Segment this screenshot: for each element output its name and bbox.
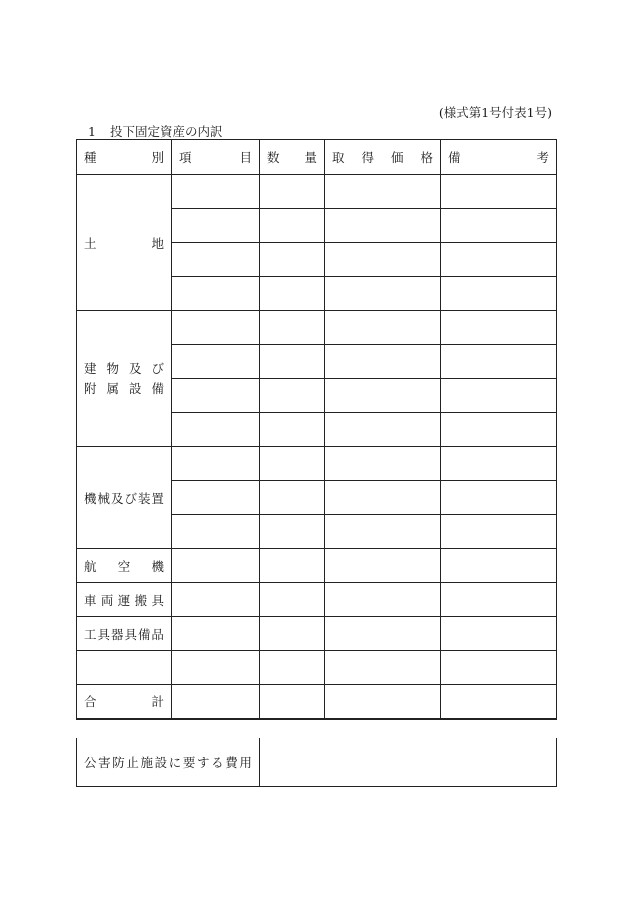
- table-row: [77, 311, 557, 345]
- entry-cell[interactable]: [325, 277, 441, 311]
- entry-cell[interactable]: [172, 549, 260, 583]
- entry-cell[interactable]: [441, 549, 557, 583]
- entry-cell[interactable]: [441, 277, 557, 311]
- category-label-char: び: [151, 360, 164, 376]
- category-cell: [77, 311, 172, 447]
- category-label-char: 土: [84, 235, 97, 251]
- table-row: [77, 549, 557, 583]
- category-cell: [77, 583, 172, 617]
- pollution-label-char: 止: [126, 754, 139, 770]
- header-label-char: 量: [304, 150, 317, 165]
- header-label: [84, 148, 164, 166]
- entry-cell[interactable]: [441, 175, 557, 209]
- category-label-char: 搬: [134, 592, 148, 608]
- entry-cell[interactable]: [325, 515, 441, 549]
- entry-cell[interactable]: [260, 345, 325, 379]
- category-label-char: 附: [84, 380, 97, 396]
- entry-cell[interactable]: [172, 345, 260, 379]
- category-label-char: 工: [84, 626, 97, 642]
- section-title: [88, 122, 222, 140]
- category-label-char: 具: [97, 626, 110, 642]
- category-label-char: 地: [151, 235, 164, 251]
- header-label-char: 備: [448, 150, 461, 165]
- entry-cell[interactable]: [325, 379, 441, 413]
- entry-cell[interactable]: [260, 481, 325, 515]
- entry-cell[interactable]: [172, 175, 260, 209]
- entry-cell[interactable]: [325, 481, 441, 515]
- pollution-label-char: す: [197, 754, 210, 770]
- category-cell: [77, 549, 172, 583]
- entry-cell[interactable]: [441, 515, 557, 549]
- category-label-line: [84, 379, 164, 399]
- total-label-char: 計: [151, 694, 164, 710]
- table-row: [77, 651, 557, 685]
- pollution-label-char: 要: [182, 754, 196, 770]
- category-label-char: 装: [137, 490, 151, 506]
- total-label-char: 合: [84, 694, 97, 710]
- entry-cell[interactable]: [172, 277, 260, 311]
- total-row: [77, 685, 557, 719]
- entry-cell[interactable]: [172, 617, 260, 651]
- entry-cell[interactable]: [260, 175, 325, 209]
- header-label: [332, 148, 433, 166]
- entry-cell[interactable]: [325, 651, 441, 685]
- entry-cell[interactable]: [172, 379, 260, 413]
- header-label-char: 価: [390, 150, 404, 165]
- category-cell: [77, 617, 172, 651]
- entry-cell[interactable]: [441, 243, 557, 277]
- category-label: [84, 489, 164, 507]
- entry-cell[interactable]: [325, 175, 441, 209]
- section-number: 1: [88, 124, 96, 139]
- entry-cell[interactable]: [260, 549, 325, 583]
- header-label-char: 数: [267, 150, 280, 165]
- table-row: [77, 447, 557, 481]
- entry-cell[interactable]: [325, 617, 441, 651]
- entry-cell[interactable]: [172, 311, 260, 345]
- category-label: [84, 234, 164, 252]
- header-label-char: 別: [151, 150, 164, 165]
- category-label-char: 両: [100, 592, 114, 608]
- category-label-char: 具: [151, 592, 164, 608]
- category-label-char: び: [124, 490, 137, 506]
- header-label-char: 項: [179, 150, 192, 165]
- category-label-char: 備: [151, 380, 164, 396]
- entry-cell[interactable]: [172, 447, 260, 481]
- entry-cell[interactable]: [260, 209, 325, 243]
- section-title-text: 投下固定資産の内訳: [109, 124, 223, 139]
- entry-cell[interactable]: [325, 209, 441, 243]
- pollution-label: [84, 753, 252, 771]
- entry-cell[interactable]: [260, 277, 325, 311]
- entry-cell[interactable]: [441, 311, 557, 345]
- entry-cell[interactable]: [260, 379, 325, 413]
- entry-cell[interactable]: [172, 515, 260, 549]
- header-label: [267, 148, 317, 166]
- entry-cell[interactable]: [260, 447, 325, 481]
- header-label-char: 得: [361, 150, 374, 165]
- entry-cell[interactable]: [441, 379, 557, 413]
- pollution-label-cell: [77, 738, 260, 786]
- category-label: [84, 625, 164, 643]
- entry-cell[interactable]: [260, 651, 325, 685]
- header-cell: [172, 140, 260, 175]
- entry-cell[interactable]: [325, 413, 441, 447]
- entry-cell[interactable]: [441, 481, 557, 515]
- entry-cell[interactable]: [325, 549, 441, 583]
- asset-breakdown-table: [76, 139, 557, 720]
- entry-cell[interactable]: [441, 209, 557, 243]
- entry-cell[interactable]: [172, 651, 260, 685]
- pollution-label-char: 費: [225, 754, 238, 770]
- entry-cell[interactable]: [325, 345, 441, 379]
- table-row: [77, 617, 557, 651]
- entry-cell[interactable]: [325, 243, 441, 277]
- entry-cell[interactable]: [260, 311, 325, 345]
- entry-cell[interactable]: [441, 345, 557, 379]
- header-cell: [325, 140, 441, 175]
- header-label-char: 取: [332, 150, 345, 165]
- entry-cell[interactable]: [172, 685, 260, 719]
- header-cell: [441, 140, 557, 175]
- table-row: [77, 583, 557, 617]
- entry-cell[interactable]: [260, 515, 325, 549]
- category-label: [84, 359, 164, 399]
- header-label-char: 格: [420, 150, 433, 165]
- category-cell: [77, 651, 172, 685]
- total-label: [84, 692, 164, 710]
- category-label-char: 備: [137, 626, 151, 642]
- pollution-label-char: 用: [239, 754, 252, 770]
- pollution-label-char: 防: [112, 754, 125, 770]
- pollution-label-char: に: [168, 754, 182, 770]
- category-cell: [77, 447, 172, 549]
- entry-cell[interactable]: [325, 447, 441, 481]
- entry-cell[interactable]: [172, 209, 260, 243]
- entry-cell[interactable]: [441, 447, 557, 481]
- category-label-char: 具: [124, 626, 137, 642]
- entry-cell[interactable]: [172, 481, 260, 515]
- category-label-char: 及: [128, 360, 142, 376]
- pollution-cost-table: [76, 738, 557, 787]
- entry-cell[interactable]: [260, 685, 325, 719]
- pollution-label-char: 設: [154, 754, 168, 770]
- entry-cell[interactable]: [325, 311, 441, 345]
- entry-cell[interactable]: [441, 685, 557, 719]
- category-label-char: 機: [84, 490, 97, 506]
- entry-cell[interactable]: [441, 617, 557, 651]
- header-label-char: 目: [239, 150, 252, 165]
- category-label-char: 置: [151, 490, 164, 506]
- header-row: [77, 140, 557, 175]
- category-label-char: 物: [106, 360, 119, 376]
- category-label-char: 器: [110, 626, 124, 642]
- category-cell: [77, 175, 172, 311]
- entry-cell[interactable]: [441, 583, 557, 617]
- asset-breakdown-body: [77, 140, 557, 719]
- category-label-char: 航: [84, 558, 97, 574]
- header-cell: [77, 140, 172, 175]
- entry-cell[interactable]: [172, 243, 260, 277]
- category-label-char: 建: [84, 360, 97, 376]
- category-label-char: 品: [151, 626, 164, 642]
- entry-cell[interactable]: [172, 583, 260, 617]
- category-label: [84, 591, 164, 609]
- entry-cell[interactable]: [260, 243, 325, 277]
- category-label-char: 運: [117, 592, 131, 608]
- header-label-char: 種: [84, 150, 97, 165]
- entry-cell[interactable]: [172, 413, 260, 447]
- category-label-char: 設: [128, 380, 142, 396]
- pollution-label-char: 害: [98, 754, 111, 770]
- category-label: [84, 557, 164, 575]
- category-label-char: 車: [84, 592, 97, 608]
- header-label: [448, 148, 549, 166]
- header-label-char: 考: [536, 150, 549, 165]
- entry-cell[interactable]: [441, 651, 557, 685]
- pollution-label-char: る: [211, 754, 224, 770]
- table-row: [77, 175, 557, 209]
- entry-cell[interactable]: [260, 617, 325, 651]
- category-label-char: 空: [117, 558, 131, 574]
- entry-cell[interactable]: [260, 413, 325, 447]
- header-cell: [260, 140, 325, 175]
- entry-cell[interactable]: [325, 583, 441, 617]
- category-label-char: 及: [110, 490, 124, 506]
- entry-cell[interactable]: [260, 583, 325, 617]
- entry-cell[interactable]: [325, 685, 441, 719]
- category-label-char: 械: [97, 490, 110, 506]
- header-label: [179, 148, 252, 166]
- category-label-char: 属: [106, 380, 119, 396]
- entry-cell[interactable]: [441, 413, 557, 447]
- pollution-row: [77, 738, 557, 786]
- category-label-line: [84, 359, 164, 379]
- pollution-label-char: 施: [140, 754, 154, 770]
- form-reference: (様式第1号付表1号): [438, 105, 552, 120]
- pollution-amount-cell[interactable]: [260, 738, 557, 786]
- category-label-char: 機: [151, 558, 164, 574]
- total-label-cell: [77, 685, 172, 719]
- pollution-label-char: 公: [84, 754, 97, 770]
